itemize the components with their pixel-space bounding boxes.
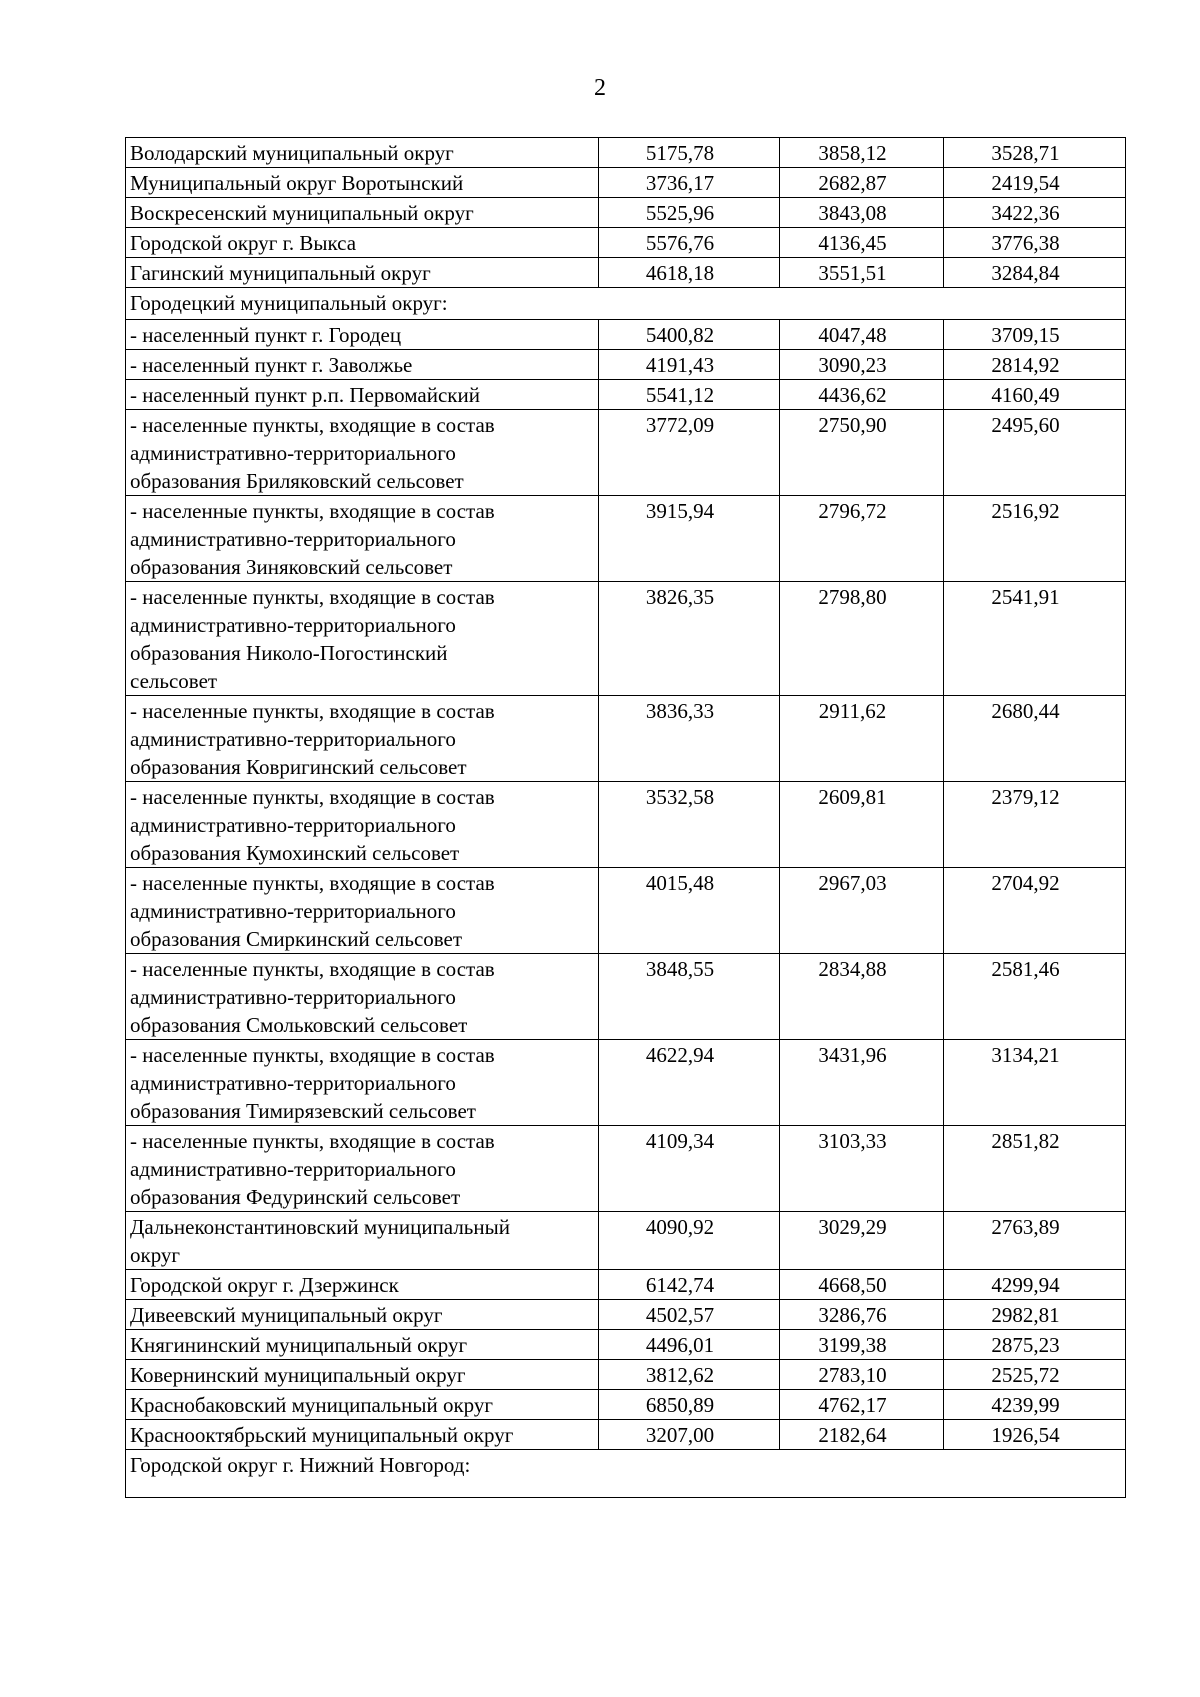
value-cell-2: 3431,96 — [780, 1040, 944, 1126]
territory-name-cell — [126, 410, 599, 496]
territory-name-cell: Княгининский муниципальный округ — [126, 1330, 599, 1360]
value-cell-3: 2581,46 — [944, 954, 1126, 1040]
value-cell-2: 3551,51 — [780, 258, 944, 288]
table-row — [126, 1330, 1126, 1360]
table-row — [126, 1390, 1126, 1420]
value-cell-1: 5175,78 — [599, 138, 780, 168]
table-row — [126, 320, 1126, 350]
table-row — [126, 350, 1126, 380]
territory-name-cell — [126, 582, 599, 696]
territory-name-cell — [126, 1040, 599, 1126]
table-row — [126, 782, 1126, 868]
territory-name-cell — [126, 496, 599, 582]
value-cell-2: 2834,88 — [780, 954, 944, 1040]
territory-name-line: образования Ковригинский сельсовет — [130, 755, 467, 779]
value-cell-3: 2982,81 — [944, 1300, 1126, 1330]
table-row — [126, 1300, 1126, 1330]
value-cell-1: 3812,62 — [599, 1360, 780, 1390]
value-cell-1: 3736,17 — [599, 168, 780, 198]
value-cell-2: 3103,33 — [780, 1126, 944, 1212]
value-cell-1: 4496,01 — [599, 1330, 780, 1360]
table-row — [126, 198, 1126, 228]
value-cell-2: 3199,38 — [780, 1330, 944, 1360]
territory-name-line: образования Федуринский сельсовет — [130, 1185, 461, 1209]
territory-name-line: образования Кумохинский сельсовет — [130, 841, 460, 865]
value-cell-2: 2682,87 — [780, 168, 944, 198]
value-cell-2: 2796,72 — [780, 496, 944, 582]
territory-name-line: административно-территориального — [130, 1157, 456, 1181]
territory-name-line: - населенные пункты, входящие в состав — [130, 957, 495, 981]
value-cell-1: 4622,94 — [599, 1040, 780, 1126]
territory-name-cell — [126, 1212, 599, 1270]
territory-name-cell: Воскресенский муниципальный округ — [126, 198, 599, 228]
territory-name-cell — [126, 954, 599, 1040]
value-cell-3: 3134,21 — [944, 1040, 1126, 1126]
territory-name-line: Дальнеконстантиновский муниципальный — [130, 1215, 510, 1239]
value-cell-3: 2525,72 — [944, 1360, 1126, 1390]
table-row — [126, 258, 1126, 288]
value-cell-3: 2875,23 — [944, 1330, 1126, 1360]
territory-name-line: административно-территориального — [130, 613, 456, 637]
value-cell-3: 2419,54 — [944, 168, 1126, 198]
value-cell-3: 2704,92 — [944, 868, 1126, 954]
table-row — [126, 1040, 1126, 1126]
value-cell-2: 2182,64 — [780, 1420, 944, 1450]
value-cell-1: 5525,96 — [599, 198, 780, 228]
value-cell-2: 3286,76 — [780, 1300, 944, 1330]
value-cell-1: 3772,09 — [599, 410, 780, 496]
group-header-row — [126, 288, 1126, 320]
table-row — [126, 696, 1126, 782]
territory-name-line: административно-территориального — [130, 727, 456, 751]
value-cell-3: 2680,44 — [944, 696, 1126, 782]
value-cell-2: 2911,62 — [780, 696, 944, 782]
value-cell-2: 2798,80 — [780, 582, 944, 696]
value-cell-2: 3843,08 — [780, 198, 944, 228]
territory-name-cell: Гагинский муниципальный округ — [126, 258, 599, 288]
territory-name-cell: Володарский муниципальный округ — [126, 138, 599, 168]
value-cell-1: 6850,89 — [599, 1390, 780, 1420]
territory-name-line: образования Николо-Погостинский — [130, 641, 448, 665]
value-cell-2: 3029,29 — [780, 1212, 944, 1270]
page-number: 2 — [594, 75, 606, 101]
value-cell-3: 3422,36 — [944, 198, 1126, 228]
value-cell-3: 1926,54 — [944, 1420, 1126, 1450]
value-cell-1: 3848,55 — [599, 954, 780, 1040]
territory-name-cell: Краснооктябрьский муниципальный округ — [126, 1420, 599, 1450]
value-cell-3: 3284,84 — [944, 258, 1126, 288]
tariff-table-body — [126, 138, 1126, 1498]
table-row — [126, 1270, 1126, 1300]
territory-name-line: административно-территориального — [130, 899, 456, 923]
value-cell-1: 5541,12 — [599, 380, 780, 410]
table-row — [126, 138, 1126, 168]
value-cell-2: 4436,62 — [780, 380, 944, 410]
value-cell-2: 2967,03 — [780, 868, 944, 954]
table-row — [126, 1212, 1126, 1270]
value-cell-1: 3532,58 — [599, 782, 780, 868]
territory-name-cell: - населенный пункт г. Городец — [126, 320, 599, 350]
territory-name-cell: Краснобаковский муниципальный округ — [126, 1390, 599, 1420]
territory-name-line: - населенные пункты, входящие в состав — [130, 1129, 495, 1153]
territory-name-line: административно-территориального — [130, 527, 456, 551]
value-cell-1: 4015,48 — [599, 868, 780, 954]
table-row — [126, 410, 1126, 496]
value-cell-3: 2516,92 — [944, 496, 1126, 582]
group-title-cell: Городецкий муниципальный округ: — [126, 288, 1126, 320]
value-cell-1: 4618,18 — [599, 258, 780, 288]
territory-name-cell: - населенный пункт г. Заволжье — [126, 350, 599, 380]
value-cell-3: 2541,91 — [944, 582, 1126, 696]
value-cell-3: 2763,89 — [944, 1212, 1126, 1270]
table-row — [126, 868, 1126, 954]
territory-name-line: административно-территориального — [130, 441, 456, 465]
value-cell-3: 2814,92 — [944, 350, 1126, 380]
territory-name-line: округ — [130, 1243, 181, 1267]
value-cell-1: 4502,57 — [599, 1300, 780, 1330]
value-cell-1: 4191,43 — [599, 350, 780, 380]
group-title-cell: Городской округ г. Нижний Новгород: — [126, 1450, 1126, 1498]
value-cell-2: 3090,23 — [780, 350, 944, 380]
territory-name-line: образования Зиняковский сельсовет — [130, 555, 453, 579]
territory-name-line: административно-территориального — [130, 985, 456, 1009]
value-cell-3: 2495,60 — [944, 410, 1126, 496]
group-header-row — [126, 1450, 1126, 1498]
tariff-table — [125, 137, 1126, 1498]
value-cell-3: 2379,12 — [944, 782, 1126, 868]
territory-name-cell: - населенный пункт р.п. Первомайский — [126, 380, 599, 410]
territory-name-line: административно-территориального — [130, 813, 456, 837]
territory-name-line: образования Смольковский сельсовет — [130, 1013, 468, 1037]
value-cell-2: 3858,12 — [780, 138, 944, 168]
value-cell-3: 3528,71 — [944, 138, 1126, 168]
value-cell-3: 3776,38 — [944, 228, 1126, 258]
value-cell-1: 4109,34 — [599, 1126, 780, 1212]
territory-name-cell: Городской округ г. Дзержинск — [126, 1270, 599, 1300]
value-cell-3: 4239,99 — [944, 1390, 1126, 1420]
territory-name-line: административно-территориального — [130, 1071, 456, 1095]
territory-name-line: - населенные пункты, входящие в состав — [130, 871, 495, 895]
value-cell-1: 4090,92 — [599, 1212, 780, 1270]
value-cell-2: 4762,17 — [780, 1390, 944, 1420]
table-row — [126, 228, 1126, 258]
value-cell-2: 2783,10 — [780, 1360, 944, 1390]
territory-name-cell: Дивеевский муниципальный округ — [126, 1300, 599, 1330]
territory-name-cell — [126, 696, 599, 782]
table-row — [126, 1420, 1126, 1450]
value-cell-3: 3709,15 — [944, 320, 1126, 350]
value-cell-1: 5400,82 — [599, 320, 780, 350]
territory-name-cell: Ковернинский муниципальный округ — [126, 1360, 599, 1390]
value-cell-1: 3915,94 — [599, 496, 780, 582]
value-cell-2: 2609,81 — [780, 782, 944, 868]
value-cell-2: 4047,48 — [780, 320, 944, 350]
table-row — [126, 1360, 1126, 1390]
territory-name-cell: Муниципальный округ Воротынский — [126, 168, 599, 198]
territory-name-cell — [126, 868, 599, 954]
value-cell-1: 5576,76 — [599, 228, 780, 258]
territory-name-line: - населенные пункты, входящие в состав — [130, 585, 495, 609]
value-cell-2: 4668,50 — [780, 1270, 944, 1300]
territory-name-line: образования Тимирязевский сельсовет — [130, 1099, 476, 1123]
territory-name-line: - населенные пункты, входящие в состав — [130, 1043, 495, 1067]
territory-name-line: образования Бриляковский сельсовет — [130, 469, 464, 493]
territory-name-line: - населенные пункты, входящие в состав — [130, 699, 495, 723]
value-cell-2: 4136,45 — [780, 228, 944, 258]
territory-name-line: сельсовет — [130, 669, 218, 693]
value-cell-3: 2851,82 — [944, 1126, 1126, 1212]
value-cell-1: 3207,00 — [599, 1420, 780, 1450]
value-cell-1: 3826,35 — [599, 582, 780, 696]
value-cell-2: 2750,90 — [780, 410, 944, 496]
table-row — [126, 496, 1126, 582]
territory-name-line: - населенные пункты, входящие в состав — [130, 413, 495, 437]
territory-name-cell — [126, 782, 599, 868]
territory-name-line: образования Смиркинский сельсовет — [130, 927, 463, 951]
value-cell-1: 3836,33 — [599, 696, 780, 782]
table-row — [126, 954, 1126, 1040]
table-row — [126, 168, 1126, 198]
value-cell-3: 4299,94 — [944, 1270, 1126, 1300]
table-row — [126, 582, 1126, 696]
territory-name-line: - населенные пункты, входящие в состав — [130, 785, 495, 809]
territory-name-cell: Городской округ г. Выкса — [126, 228, 599, 258]
territory-name-cell — [126, 1126, 599, 1212]
territory-name-line: - населенные пункты, входящие в состав — [130, 499, 495, 523]
value-cell-1: 6142,74 — [599, 1270, 780, 1300]
value-cell-3: 4160,49 — [944, 380, 1126, 410]
table-row — [126, 1126, 1126, 1212]
table-row — [126, 380, 1126, 410]
